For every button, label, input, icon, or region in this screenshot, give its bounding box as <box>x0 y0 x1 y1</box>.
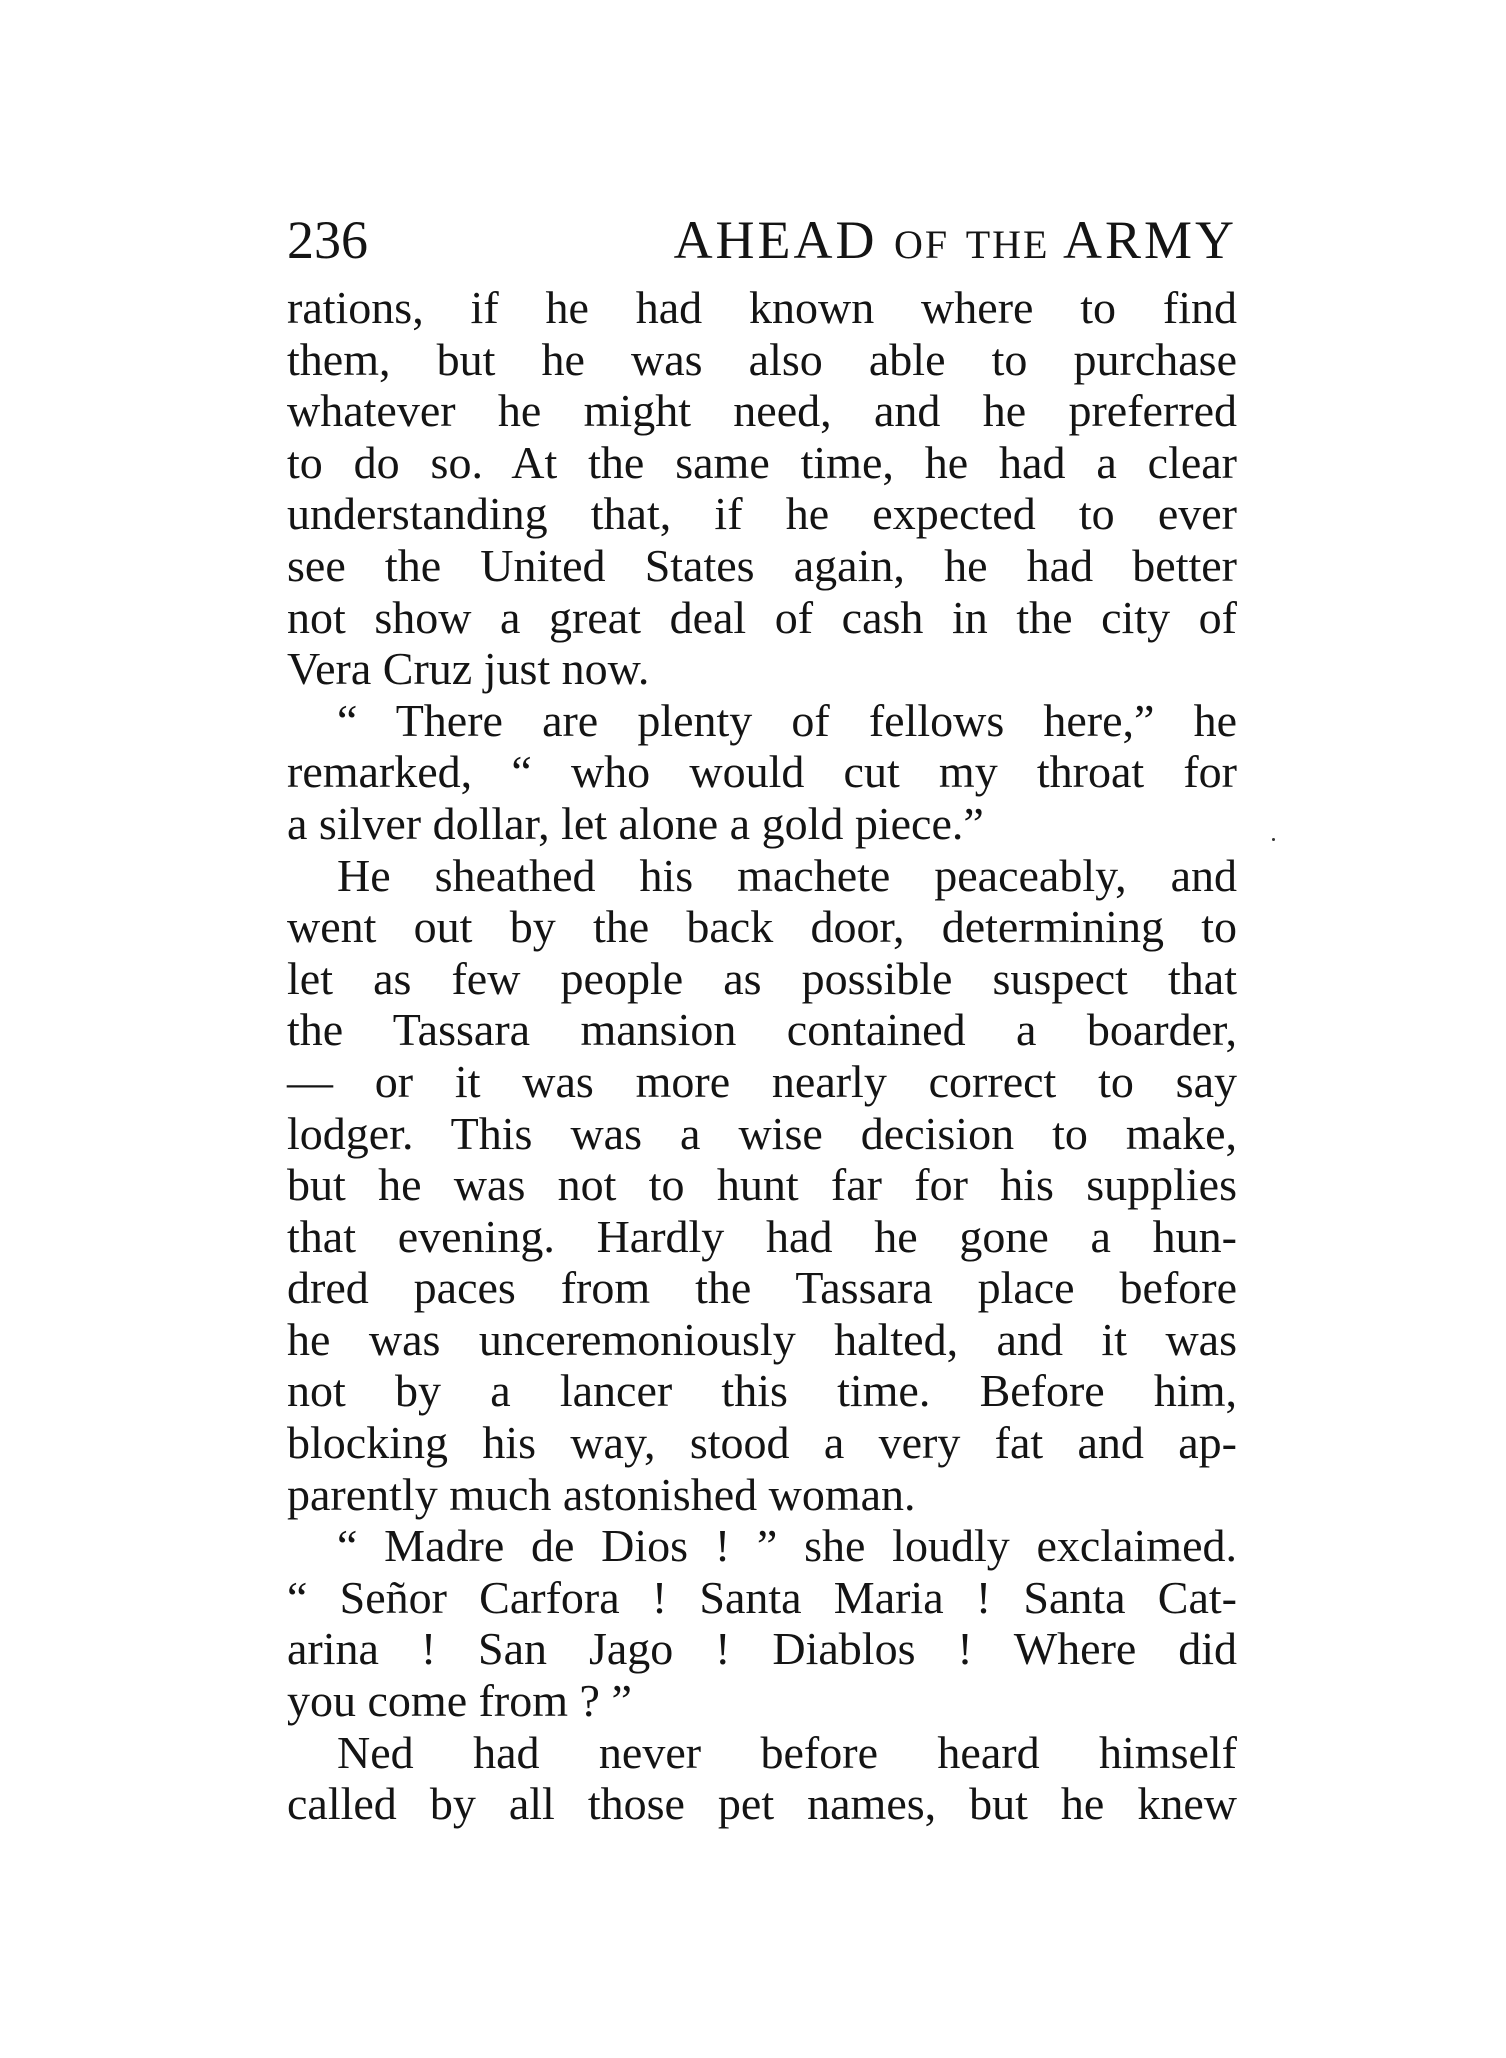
text-line: — or it was more nearly correct to say <box>287 1055 1237 1107</box>
text-line: but he was not to hunt far for his supplies <box>287 1159 1237 1211</box>
text-line: the Tassara mansion contained a boarder, <box>287 1004 1237 1056</box>
text-line: blocking his way, stood a very fat and ap- <box>287 1417 1237 1469</box>
text-line: see the United States again, he had better <box>287 539 1237 591</box>
running-head <box>674 210 1237 275</box>
text-line: them, but he was also able to purchase <box>287 333 1237 385</box>
text-line: arina ! San Jago ! Diablos ! Where did <box>287 1623 1237 1675</box>
text-line: He sheathed his machete peaceably, and <box>337 849 1237 901</box>
text-line: not show a great deal of cash in the city of <box>287 591 1237 643</box>
text-line: “ There are plenty of fellows here,” he <box>337 694 1237 746</box>
running-head-part <box>949 210 966 270</box>
text-line: went out by the back door, determining to <box>287 901 1237 953</box>
text-line: he was unceremoniously halted, and it was <box>287 1313 1237 1365</box>
body-text <box>287 282 1237 1830</box>
text-line: whatever he might need, and he preferred <box>287 385 1237 437</box>
text-line: “ Madre de Dios ! ” she loudly exclaimed. <box>337 1520 1237 1572</box>
text-line: Ned had never before heard himself <box>337 1726 1237 1778</box>
text-line: “ Señor Carfora ! Santa Maria ! Santa Cat- <box>287 1571 1237 1623</box>
running-head-part: AHEAD <box>673 210 895 270</box>
text-line: remarked, “ who would cut my throat for <box>287 746 1237 798</box>
text-line: Vera Cruz just now. <box>287 643 650 695</box>
text-line: not by a lancer this time. Before him, <box>287 1365 1237 1417</box>
text-line: a silver dollar, let alone a gold piece.” <box>287 797 984 849</box>
text-line: rations, if he had known where to find <box>287 282 1237 333</box>
text-line: to do so. At the same time, he had a clear <box>287 436 1237 488</box>
ink-speck <box>1272 838 1275 841</box>
text-line: dred paces from the Tassara place before <box>287 1262 1237 1314</box>
running-head-part: ARMY <box>1049 210 1237 270</box>
running-head-part: OF <box>894 222 950 267</box>
text-line: you come from ? ” <box>287 1675 632 1727</box>
text-line: that evening. Hardly had he gone a hun- <box>287 1210 1237 1262</box>
text-line: called by all those pet names, but he knew <box>287 1778 1237 1830</box>
text-line: parently much astonished woman. <box>287 1468 916 1520</box>
text-line: understanding that, if he expected to ever <box>287 488 1237 540</box>
running-head-part: THE <box>965 222 1050 267</box>
text-line: lodger. This was a wise decision to make, <box>287 1107 1237 1159</box>
text-line: let as few people as possible suspect that <box>287 952 1237 1004</box>
page-number: 236 <box>287 210 368 270</box>
page-header <box>287 210 1237 270</box>
